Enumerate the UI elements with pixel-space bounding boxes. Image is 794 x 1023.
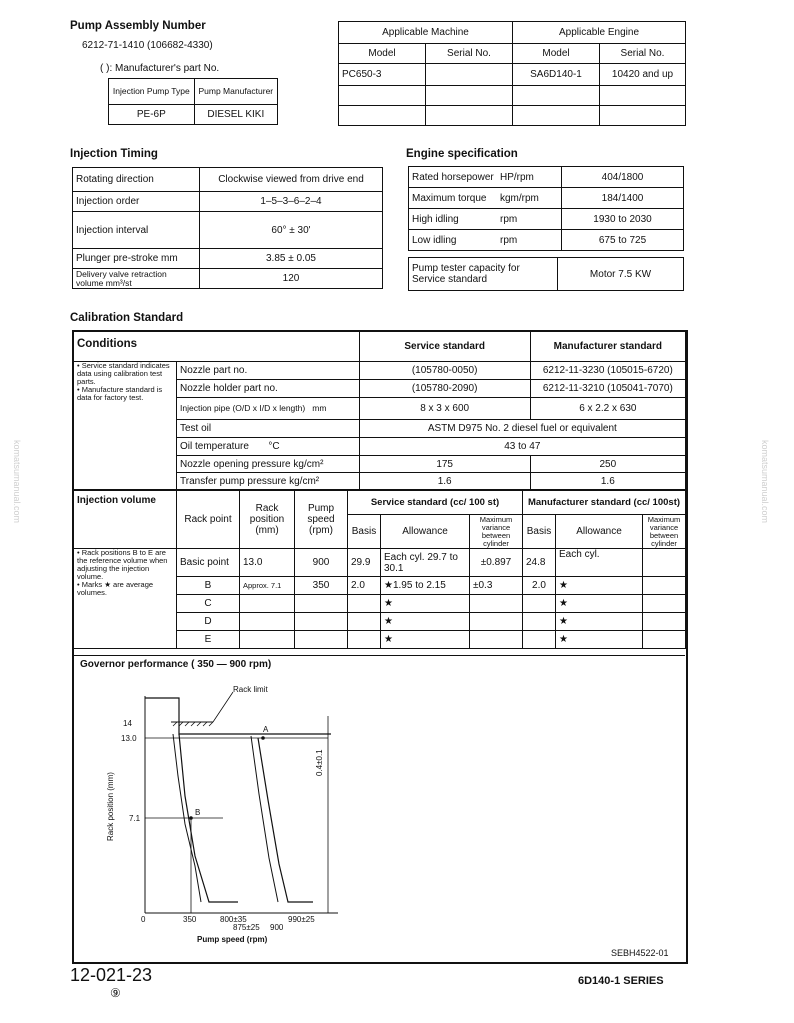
y-tick-label: 14 [123, 719, 132, 728]
condition-service-value: 1.6 [359, 473, 530, 490]
y-tick-label: 7.1 [129, 814, 141, 823]
pump-assembly-number: 6212-71-1410 (106682-4330) [82, 40, 213, 51]
applicable-table [338, 21, 686, 126]
manuf-allowance-header: Allowance [556, 515, 643, 549]
tester-label: Pump tester capacity for Service standard [409, 258, 558, 291]
pump-type-header: Injection Pump Type [109, 79, 195, 105]
manuf-allowance: ★ [556, 595, 643, 613]
manuf-variance [643, 549, 686, 577]
manuf-variance [643, 631, 686, 649]
manuf-variance [643, 613, 686, 631]
timing-label: Plunger pre-stroke mm [73, 249, 200, 269]
empty-cell [600, 86, 686, 106]
condition-service-value: 175 [359, 456, 530, 473]
service-allowance: ★1.95 to 2.15 [381, 577, 470, 595]
spec-unit: HP/rpm [497, 167, 562, 188]
x-tick-label: 0 [141, 915, 146, 924]
applicable-machine-header: Applicable Machine [339, 22, 513, 44]
y-tick-label: 13.0 [121, 734, 137, 743]
manuf-basis [523, 613, 556, 631]
rack-point: B [177, 577, 240, 595]
injection-timing-table [72, 167, 383, 289]
timing-value: 120 [200, 269, 383, 289]
spec-value: 675 to 725 [562, 230, 684, 251]
rack-position: 13.0 [240, 549, 295, 577]
condition-both-value: 43 to 47 [359, 438, 685, 456]
spec-unit: rpm [497, 230, 562, 251]
condition-service-value: (105780-0050) [359, 362, 530, 380]
condition-service-value: 8 x 3 x 600 [359, 398, 530, 420]
timing-value: 3.85 ± 0.05 [200, 249, 383, 269]
service-basis [348, 613, 381, 631]
service-basis [348, 631, 381, 649]
service-allowance: Each cyl. 29.7 to 30.1 [381, 549, 470, 577]
spec-unit: kgm/rpm [497, 188, 562, 209]
revision-mark: ⑨ [110, 986, 121, 1000]
spec-label: High idling [409, 209, 498, 230]
tester-value: Motor 7.5 KW [558, 258, 684, 291]
manuf-variance [643, 595, 686, 613]
timing-value: Clockwise viewed from drive end [200, 168, 383, 192]
empty-cell [513, 86, 600, 106]
injection-volume-notes: • Rack positions B to E are the reference volume when adjusting the injection volume. • Marks ★ are average volumes. [74, 549, 177, 649]
timing-value: 60° ± 30' [200, 212, 383, 249]
manuf-basis: 24.8 [523, 549, 556, 577]
rack-point: E [177, 631, 240, 649]
pump-manufacturer-value: DIESEL KIKI [194, 105, 277, 125]
service-variance [470, 613, 523, 631]
condition-manuf-value: 250 [530, 456, 685, 473]
manuf-basis [523, 595, 556, 613]
engine-serial-header: Serial No. [600, 44, 686, 64]
service-variance-header: Maximum variance between cylinder [470, 515, 523, 549]
rack-position-header: Rack position (mm) [240, 491, 295, 549]
machine-serial-value [426, 64, 513, 86]
point-a-marker [261, 736, 265, 740]
machine-model-header: Model [339, 44, 426, 64]
injection-volume-header: Injection volume [74, 491, 177, 549]
pump-assembly-title: Pump Assembly Number [70, 20, 206, 32]
timing-label: Rotating direction [73, 168, 200, 192]
timing-label: Injection interval [73, 212, 200, 249]
condition-manuf-value: 6212-11-3210 (105041-7070) [530, 380, 685, 398]
pump-manufacturer-header: Pump Manufacturer [194, 79, 277, 105]
engine-serial-value: 10420 and up [600, 64, 686, 86]
rack-position [240, 595, 295, 613]
empty-cell [513, 106, 600, 126]
point-b-marker [189, 816, 193, 820]
service-variance: ±0.897 [470, 549, 523, 577]
pump-speed [295, 613, 348, 631]
service-variance [470, 595, 523, 613]
manuf-allowance: ★ [556, 577, 643, 595]
service-allowance: ★ [381, 595, 470, 613]
condition-manuf-value: 1.6 [530, 473, 685, 490]
pump-type-value: PE-6P [109, 105, 195, 125]
engine-spec-table [408, 166, 684, 251]
condition-label: Nozzle opening pressure kg/cm² [177, 456, 360, 473]
condition-manuf-value: 6 x 2.2 x 630 [530, 398, 685, 420]
conditions-notes: • Service standard indicates data using calibration test parts. • Manufacture standard is data for factory test. [74, 362, 177, 490]
tester-capacity-table [408, 257, 684, 291]
empty-cell [339, 106, 426, 126]
governor-divider [73, 655, 685, 656]
x-tick-label: 350 [183, 915, 197, 924]
engine-model-value: SA6D140-1 [513, 64, 600, 86]
reference-code: SEBH4522-01 [611, 948, 669, 958]
condition-both-value: ASTM D975 No. 2 diesel fuel or equivalent [359, 420, 685, 438]
x-tick-label: 900 [270, 923, 284, 932]
spec-value: 404/1800 [562, 167, 684, 188]
rack-position [240, 631, 295, 649]
service-allowance: ★ [381, 631, 470, 649]
tolerance-label: 0.4±0.1 [315, 749, 324, 776]
spec-label: Maximum torque [409, 188, 498, 209]
spec-value: 184/1400 [562, 188, 684, 209]
service-variance: ±0.3 [470, 577, 523, 595]
service-allowance-header: Allowance [381, 515, 470, 549]
service-basis [348, 595, 381, 613]
rack-point: D [177, 613, 240, 631]
rack-point-header: Rack point [177, 491, 240, 549]
rack-limit-label: Rack limit [233, 685, 268, 694]
empty-cell [339, 86, 426, 106]
engine-model-header: Model [513, 44, 600, 64]
x-tick-label: 990±25 [288, 915, 315, 924]
spec-label: Low idling [409, 230, 498, 251]
condition-label: Oil temperature °C [177, 438, 360, 456]
governor-chart [73, 676, 685, 960]
empty-cell [426, 86, 513, 106]
point-b-label: B [195, 808, 201, 817]
manuf-allowance: ★ [556, 631, 643, 649]
manuf-basis-header: Basis [523, 515, 556, 549]
service-basis-header: Basis [348, 515, 381, 549]
y-axis-label: Rack position (mm) [106, 772, 115, 841]
manuf-variance-header: Maximum variance between cylinder [643, 515, 686, 549]
spec-label: Rated horsepower [409, 167, 498, 188]
page-number: 12-021-23 [70, 965, 153, 985]
manuf-basis [523, 631, 556, 649]
rack-point: Basic point [177, 549, 240, 577]
rack-curve-right [258, 738, 313, 902]
x-tick-label: 875±25 [233, 923, 260, 932]
point-a-label: A [263, 725, 269, 734]
calibration-title: Calibration Standard [70, 312, 184, 324]
manuf-variance [643, 577, 686, 595]
condition-service-value: (105780-2090) [359, 380, 530, 398]
injection-volume-table [73, 490, 686, 649]
condition-manuf-value: 6212-11-3230 (105015-6720) [530, 362, 685, 380]
rack-point: C [177, 595, 240, 613]
rack-limit-leader [213, 692, 233, 722]
manuf-allowance: Each cyl. [556, 549, 643, 577]
empty-cell [426, 106, 513, 126]
machine-model-value: PC650-3 [339, 64, 426, 86]
pump-type-table [108, 78, 278, 125]
pump-speed [295, 595, 348, 613]
injection-timing-title: Injection Timing [70, 148, 158, 160]
manuf-volume-header: Manufacturer standard (cc/ 100st) [523, 491, 686, 515]
service-standard-header: Service standard [359, 332, 530, 362]
service-basis: 2.0 [348, 577, 381, 595]
timing-label: Delivery valve retraction volume mm³/st [73, 269, 200, 289]
empty-cell [600, 106, 686, 126]
watermark-left: komatsumanual.com [12, 440, 22, 524]
spec-unit: rpm [497, 209, 562, 230]
condition-label: Test oil [177, 420, 360, 438]
condition-label: Nozzle part no. [177, 362, 360, 380]
manuf-allowance: ★ [556, 613, 643, 631]
manufacturer-standard-header: Manufacturer standard [530, 332, 685, 362]
pump-speed: 350 [295, 577, 348, 595]
watermark-right: komatsumanual.com [760, 440, 770, 524]
pump-speed: 900 [295, 549, 348, 577]
conditions-header: Conditions [74, 332, 360, 362]
pump-speed-header: Pump speed (rpm) [295, 491, 348, 549]
rack-curve-right-2 [251, 736, 278, 902]
timing-label: Injection order [73, 192, 200, 212]
applicable-engine-header: Applicable Engine [513, 22, 686, 44]
condition-label: Injection pipe (O/D x I/D x length) mm [177, 398, 360, 420]
pump-speed [295, 631, 348, 649]
manuf-basis: 2.0 [523, 577, 556, 595]
machine-serial-header: Serial No. [426, 44, 513, 64]
x-axis-label: Pump speed (rpm) [197, 935, 268, 944]
conditions-table [73, 331, 686, 490]
timing-value: 1–5–3–6–2–4 [200, 192, 383, 212]
service-variance [470, 631, 523, 649]
condition-label: Transfer pump pressure kg/cm² [177, 473, 360, 490]
rack-position: Approx. 7.1 [240, 577, 295, 595]
governor-title: Governor performance ( 350 — 900 rpm) [80, 659, 272, 670]
rack-position [240, 613, 295, 631]
engine-spec-title: Engine specification [406, 148, 518, 160]
manufacturer-note: ( ): Manufacturer's part No. [100, 63, 220, 74]
x-tick-label: 800±35 [220, 915, 247, 924]
service-allowance: ★ [381, 613, 470, 631]
spec-value: 1930 to 2030 [562, 209, 684, 230]
condition-label: Nozzle holder part no. [177, 380, 360, 398]
series-label: 6D140-1 SERIES [578, 975, 664, 987]
rack-curve-upper [145, 698, 331, 734]
service-volume-header: Service standard (cc/ 100 st) [348, 491, 523, 515]
service-basis: 29.9 [348, 549, 381, 577]
